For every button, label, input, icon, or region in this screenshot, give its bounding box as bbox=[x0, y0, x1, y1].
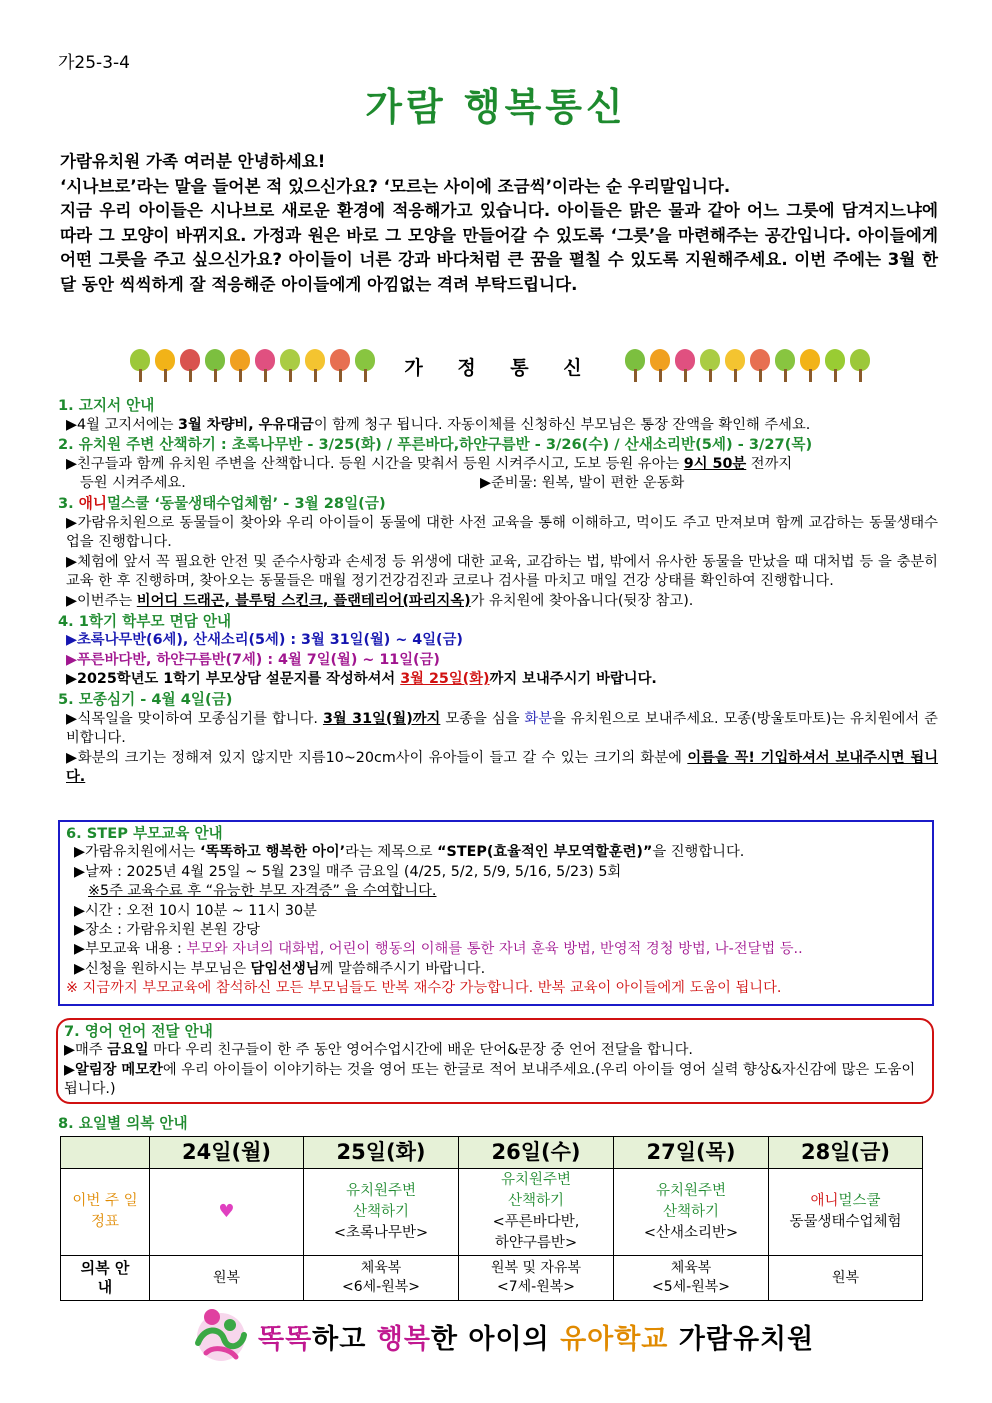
day-friday: 28일(금) bbox=[769, 1137, 923, 1169]
weekly-schedule-table bbox=[60, 1136, 923, 1301]
section-2-text: ▶친구들과 함께 유치원 주변을 산책합니다. 등원 시간을 맞춰서 등원 시켜주시고, 도보 등원 유아는 9시 50분 전까지 bbox=[66, 455, 793, 472]
section-6-line-1: ▶가람유치원에서는 ‘똑똑하고 행복한 아이’라는 제목으로 “STEP(효율적인 부모역할훈련)”을 진행합니다. bbox=[74, 844, 745, 861]
section-6-heading: 6. STEP 부모교육 안내 bbox=[66, 825, 223, 842]
section-2-heading: 2. 유치원 주변 산책하기 : 초록나무반 - 3/25(화) / 푸른바다,하얀구름반 - 3/26(수) / 산새소리반(5세) - 3/27(목) bbox=[58, 436, 813, 454]
document-code: 가25-3-4 bbox=[58, 53, 130, 73]
section-3-text-2: ▶체험에 앞서 꼭 필요한 안전 및 준수사항과 손세정 등 위생에 대한 교육, 교감하는 법, 밖에서 유사한 동물을 만났을 때 대처법 등 을 충분히 교육 한 후 진행하며, 찾아오는 동물들은 매월 정기건강검진과 코로나 검사를 마치고 매일 건강 상태를 확인하여 진행합니다. bbox=[66, 553, 938, 590]
tree-row-left bbox=[129, 349, 376, 383]
section-6-line-6: ▶부모교육 내용 : 부모와 자녀의 대화법, 어린이 행동의 이해를 통한 자녀 훈육 방법, 반영적 경청 방법, 나-전달법 등.. bbox=[74, 941, 803, 958]
tree-icon bbox=[204, 349, 226, 383]
plan-row-label: 이번 주 일정표 bbox=[61, 1169, 150, 1256]
tree-icon bbox=[229, 349, 251, 383]
section-7-line-1: ▶매주 금요일 마다 우리 친구들이 한 주 동안 영어수업시간에 배운 단어&문장 중 언어 전달을 합니다. bbox=[64, 1042, 693, 1059]
plan-monday bbox=[150, 1169, 304, 1256]
section-5-text-1: ▶식목일을 맞이하여 모종심기를 합니다. 3월 31일(월)까지 모종을 심을 화분을 유치원으로 보내주세요. 모종(방울토마토)는 유치원에서 준비합니다. bbox=[66, 710, 938, 747]
section-6-line-2: ▶날짜 : 2025년 4월 25일 ~ 5월 23일 매주 금요일 (4/25, 5/2, 5/9, 5/16, 5/23) 5회 bbox=[74, 863, 622, 880]
newsletter-title: 가람 행복통신 bbox=[365, 85, 627, 129]
section-banner bbox=[120, 346, 880, 386]
table-row-plan bbox=[61, 1169, 923, 1256]
section-4-heading: 4. 1학기 학부모 면담 안내 bbox=[58, 612, 232, 630]
tree-icon bbox=[254, 349, 276, 383]
section-7-heading: 7. 영어 언어 전달 안내 bbox=[64, 1023, 213, 1040]
tree-icon bbox=[354, 349, 376, 383]
section-8-heading: 8. 요일별 의복 안내 bbox=[58, 1115, 188, 1132]
day-thursday: 27일(목) bbox=[614, 1137, 769, 1169]
table-row-clothes bbox=[61, 1256, 923, 1301]
day-wednesday: 26일(수) bbox=[459, 1137, 614, 1169]
section-4-line-2: ▶푸른바다반, 하얀구름반(7세) : 4월 7일(월) ~ 11일(금) bbox=[66, 651, 440, 668]
section-6-line-4: ▶시간 : 오전 10시 10분 ~ 11시 30분 bbox=[74, 902, 317, 919]
section-4-line-3: ▶2025학년도 1학기 부모상담 설문지를 작성하셔서 3월 25일(화)까지 보내주시기 바랍니다. bbox=[66, 671, 657, 688]
tree-icon bbox=[674, 349, 696, 383]
tree-icon bbox=[329, 349, 351, 383]
tree-icon bbox=[749, 349, 771, 383]
clothes-row-label: 의복 안내 bbox=[61, 1256, 150, 1301]
tree-icon bbox=[624, 349, 646, 383]
kindergarten-logo bbox=[190, 1305, 252, 1367]
tree-row-right bbox=[624, 349, 871, 383]
tree-icon bbox=[304, 349, 326, 383]
section-7-line-2: ▶알림장 메모칸에 우리 아이들이 이야기하는 것을 영어 또는 한글로 적어 보내주세요.(우리 아이들 영어 실력 향상&자신감에 많은 도움이 됩니다.) bbox=[64, 1061, 916, 1098]
section-5-text-2: ▶화분의 크기는 정해져 있지 않지만 지름10~20cm사이 유아들이 들고 갈 수 있는 크기의 화분에 이름을 꼭! 기입하셔서 보내주시면 됩니다. bbox=[66, 749, 939, 786]
section-6-line-3: ※5주 교육수료 후 “유능한 부모 자격증” 을 수여합니다. bbox=[88, 883, 437, 900]
clothes-wednesday: 원복 및 자유복 <7세-원복> bbox=[459, 1256, 614, 1301]
table-corner-cell bbox=[61, 1137, 150, 1169]
clothes-tuesday: 체육복 <6세-원복> bbox=[304, 1256, 459, 1301]
tree-icon bbox=[799, 349, 821, 383]
day-tuesday: 25일(화) bbox=[304, 1137, 459, 1169]
section-3-heading: 3. 애니멀스쿨 ‘동물생태수업체험’ - 3월 28일(금) bbox=[58, 494, 386, 512]
day-monday: 24일(월) bbox=[150, 1137, 304, 1169]
banner-label: 가 정 통 신 bbox=[404, 356, 596, 379]
plan-tuesday: 유치원주변 산책하기 <초록나무반> bbox=[304, 1169, 459, 1256]
section-6-line-8: ※ 지금까지 부모교육에 참석하신 모든 부모님들도 반복 재수강 가능합니다. 반복 교육이 아이들에게 도움이 됩니다. bbox=[66, 980, 782, 997]
section-2-text-2: 등원 시켜주세요. ▶준비물: 원복, 발이 편한 운동화 bbox=[80, 475, 685, 492]
plan-friday: 애니멀스쿨 동물생태수업체험 bbox=[769, 1169, 923, 1256]
step-education-box bbox=[58, 820, 934, 1006]
intro-paragraph: 지금 우리 아이들은 시나브로 새로운 환경에 적응해가고 있습니다. 아이들은 맑은 물과 같아 어느 그릇에 담겨지느냐에 따라 그 모양이 바뀌지요. 가정과 원은 바로 그 모양을 만들어갈 수 있도록 ‘그릇’을 마련해주는 공간입니다. 아이들에게 어떤 그릇을 주고 싶으신가요? 아이들이 너른 강과 바다처럼 큰 꿈을 펼칠 수 있도록 지원해주세요. 이번 주에는 3월 한 달 동안 씩씩하게 잘 적응해준 아이들에게 아낌없는 격려 부탁드립니다. bbox=[60, 201, 938, 294]
tree-icon bbox=[824, 349, 846, 383]
notice-body bbox=[58, 396, 938, 788]
clothes-friday: 원복 bbox=[769, 1256, 923, 1301]
section-5-heading: 5. 모종심기 - 4월 4일(금) bbox=[58, 690, 233, 708]
section-6-line-7: ▶신청을 원하시는 부모님은 담임선생님께 말씀해주시기 바랍니다. bbox=[74, 960, 486, 977]
plan-wednesday: 유치원주변 산책하기 <푸른바다반, 하얀구름반> bbox=[459, 1169, 614, 1256]
tree-icon bbox=[849, 349, 871, 383]
section-1-text: ▶4월 고지서에는 3월 차량비, 우유대금이 함께 청구 됩니다. 자동이체를 신청하신 부모님은 통장 잔액을 확인해 주세요. bbox=[66, 416, 811, 433]
section-6-line-5: ▶장소 : 가람유치원 본원 강당 bbox=[74, 922, 260, 939]
footer-slogan bbox=[190, 1302, 830, 1370]
intro-greeting: 가람유치원 가족 여러분 안녕하세요! bbox=[60, 152, 326, 171]
tree-icon bbox=[774, 349, 796, 383]
table-header-row bbox=[61, 1137, 923, 1169]
intro-sinabro: ‘시나브로’라는 말을 들어본 적 있으신가요? ‘모르는 사이에 조금씩’이라는 순 우리말입니다. bbox=[60, 176, 731, 196]
plan-thursday: 유치원주변 산책하기 <산새소리반> bbox=[614, 1169, 769, 1256]
tree-icon bbox=[154, 349, 176, 383]
clothes-thursday: 체육복 <5세-원복> bbox=[614, 1256, 769, 1301]
section-3-text-1: ▶가람유치원으로 동물들이 찾아와 우리 아이들이 동물에 대한 사전 교육을 통해 이해하고, 먹이도 주고 만져보며 함께 교감하는 동물생태수업을 진행합니다. bbox=[66, 514, 938, 551]
section-1-heading: 1. 고지서 안내 bbox=[58, 397, 155, 414]
tree-icon bbox=[649, 349, 671, 383]
section-4-line-1: ▶초록나무반(6세), 산새소리(5세) : 3월 31일(월) ~ 4일(금) bbox=[66, 632, 463, 649]
tree-icon bbox=[724, 349, 746, 383]
heart-icon: ♥ bbox=[218, 1200, 235, 1222]
tree-icon bbox=[129, 349, 151, 383]
tree-icon bbox=[699, 349, 721, 383]
tree-icon bbox=[279, 349, 301, 383]
intro-message bbox=[60, 150, 938, 297]
tree-icon bbox=[179, 349, 201, 383]
section-3-text-3: ▶이번주는 비어디 드래곤, 블루텅 스킨크, 플랜테리어(파리지옥)가 유치원에 찾아옵니다(뒷장 참고). bbox=[66, 592, 694, 609]
footer-text: 똑똑하고 행복한 아이의 유아학교 가람유치원 bbox=[258, 1323, 815, 1355]
english-notice-box bbox=[56, 1018, 934, 1104]
clothes-monday: 원복 bbox=[150, 1256, 304, 1301]
